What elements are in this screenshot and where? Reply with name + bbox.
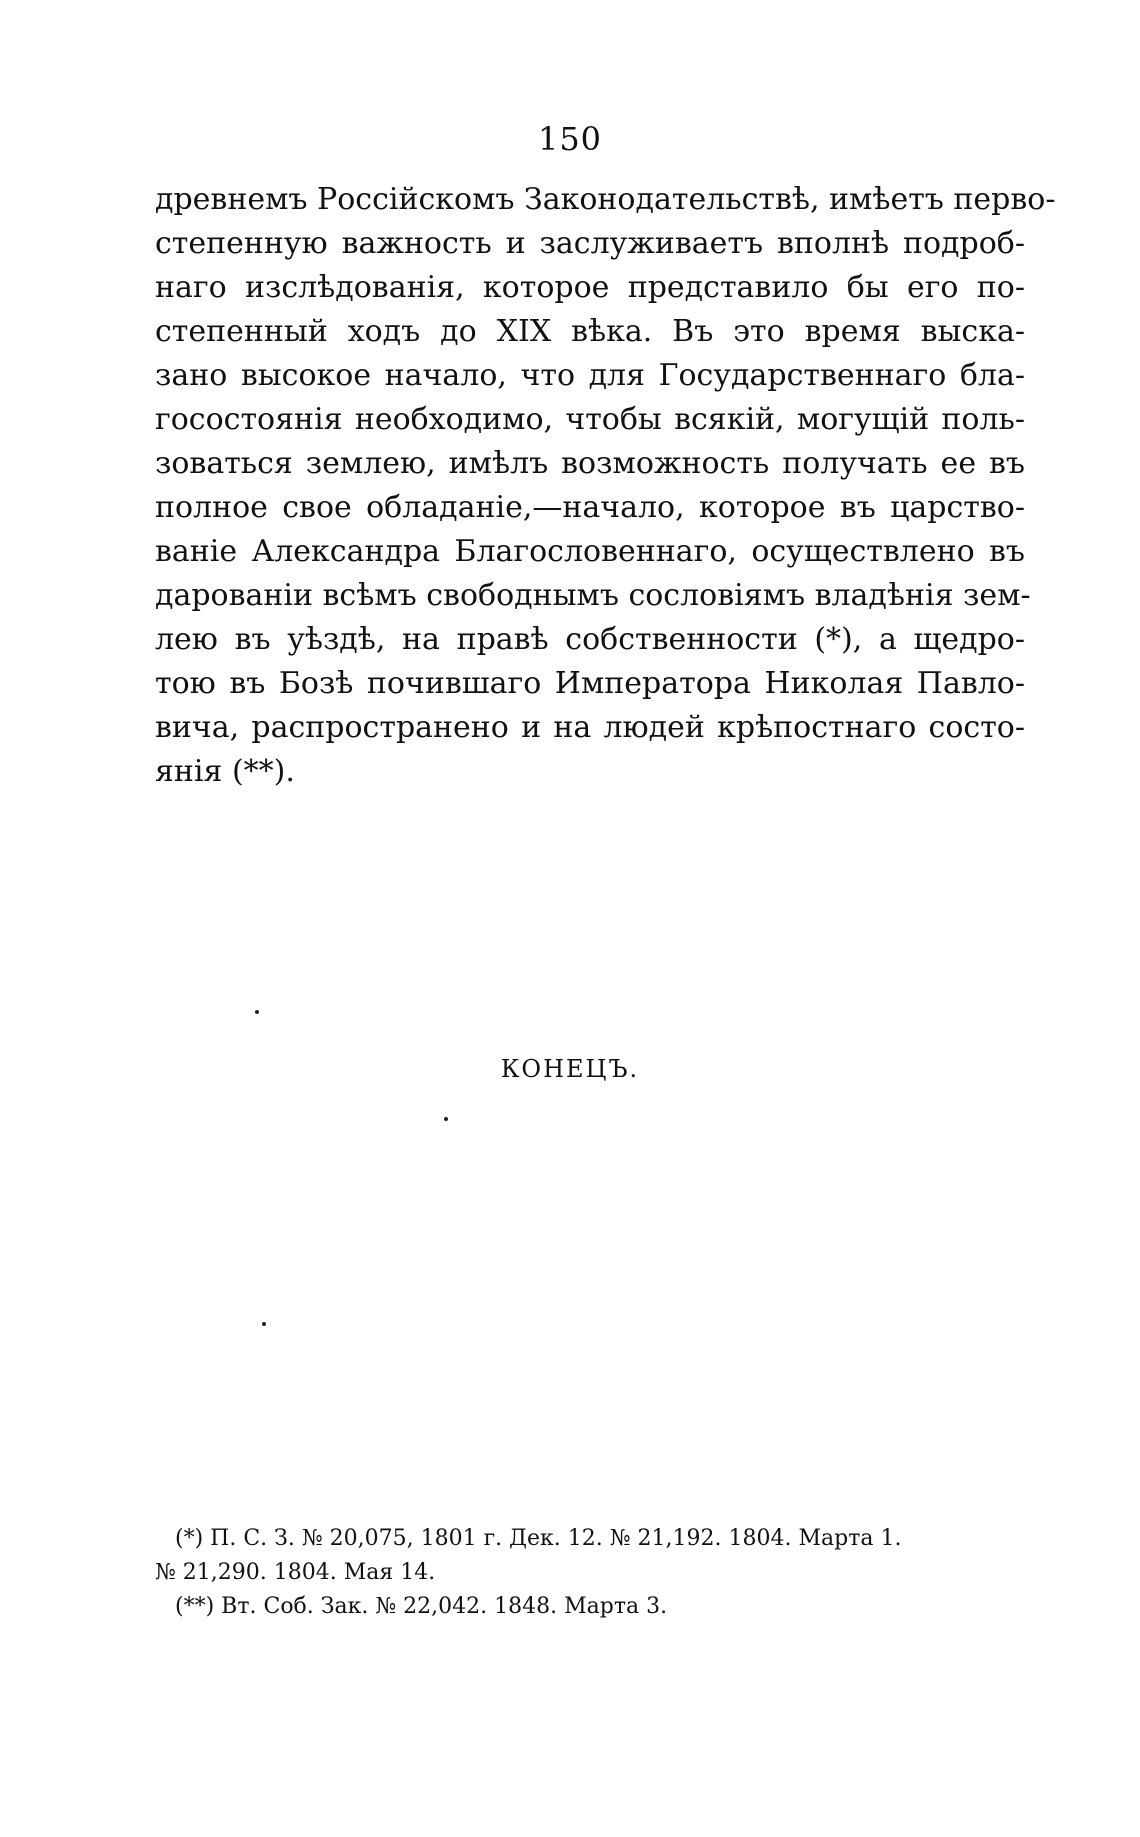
footnote-line: (**) Вт. Соб. Зак. № 22,042. 1848. Марта 3.	[175, 1594, 668, 1619]
text-line: лею въ уѣздѣ, на правѣ собственности (*), а щедро-	[155, 622, 1025, 657]
text-line: степенную важность и заслуживаетъ вполнѣ подроб-	[155, 226, 1025, 261]
print-speck	[262, 1322, 266, 1326]
text-line: полное свое обладаніе,—начало, которое въ царство-	[155, 490, 1025, 525]
text-line: ваніе Александра Благословеннаго, осуществлено въ	[155, 534, 1025, 569]
footnotes	[155, 1522, 1025, 1624]
text-line: госостоянія необходимо, чтобы всякій, могущій поль-	[155, 402, 1025, 437]
text-line: тою въ Бозѣ почившаго Императора Николая Павло-	[155, 666, 1025, 701]
body-text	[155, 178, 1056, 794]
end-mark: КОНЕЦЪ.	[500, 1055, 640, 1083]
text-line: древнемъ Россійскомъ Законодательствѣ, имѣетъ перво-	[155, 182, 1056, 217]
footnote-line: № 21,290. 1804. Мая 14.	[155, 1560, 436, 1585]
text-line: степенный ходъ до XIX вѣка. Въ это время выска-	[155, 314, 1025, 349]
text-line: дарованіи всѣмъ свободнымъ сословіямъ владѣнія зем-	[155, 578, 1031, 613]
print-speck	[255, 1010, 259, 1014]
text-line: янія (**).	[155, 754, 295, 789]
text-line: наго изслѣдованія, которое представило бы его по-	[155, 270, 1025, 305]
page-number: 150	[537, 120, 603, 158]
text-line: зано высокое начало, что для Государственнаго бла-	[155, 358, 1025, 393]
text-line: зоваться землею, имѣлъ возможность получать ее въ	[155, 446, 1025, 481]
text-line: вича, распространено и на людей крѣпостнаго состо-	[155, 710, 1025, 745]
footnote-line: (*) П. С. З. № 20,075, 1801 г. Дек. 12. № 21,192. 1804. Марта 1.	[175, 1526, 902, 1551]
print-speck	[444, 1117, 448, 1121]
